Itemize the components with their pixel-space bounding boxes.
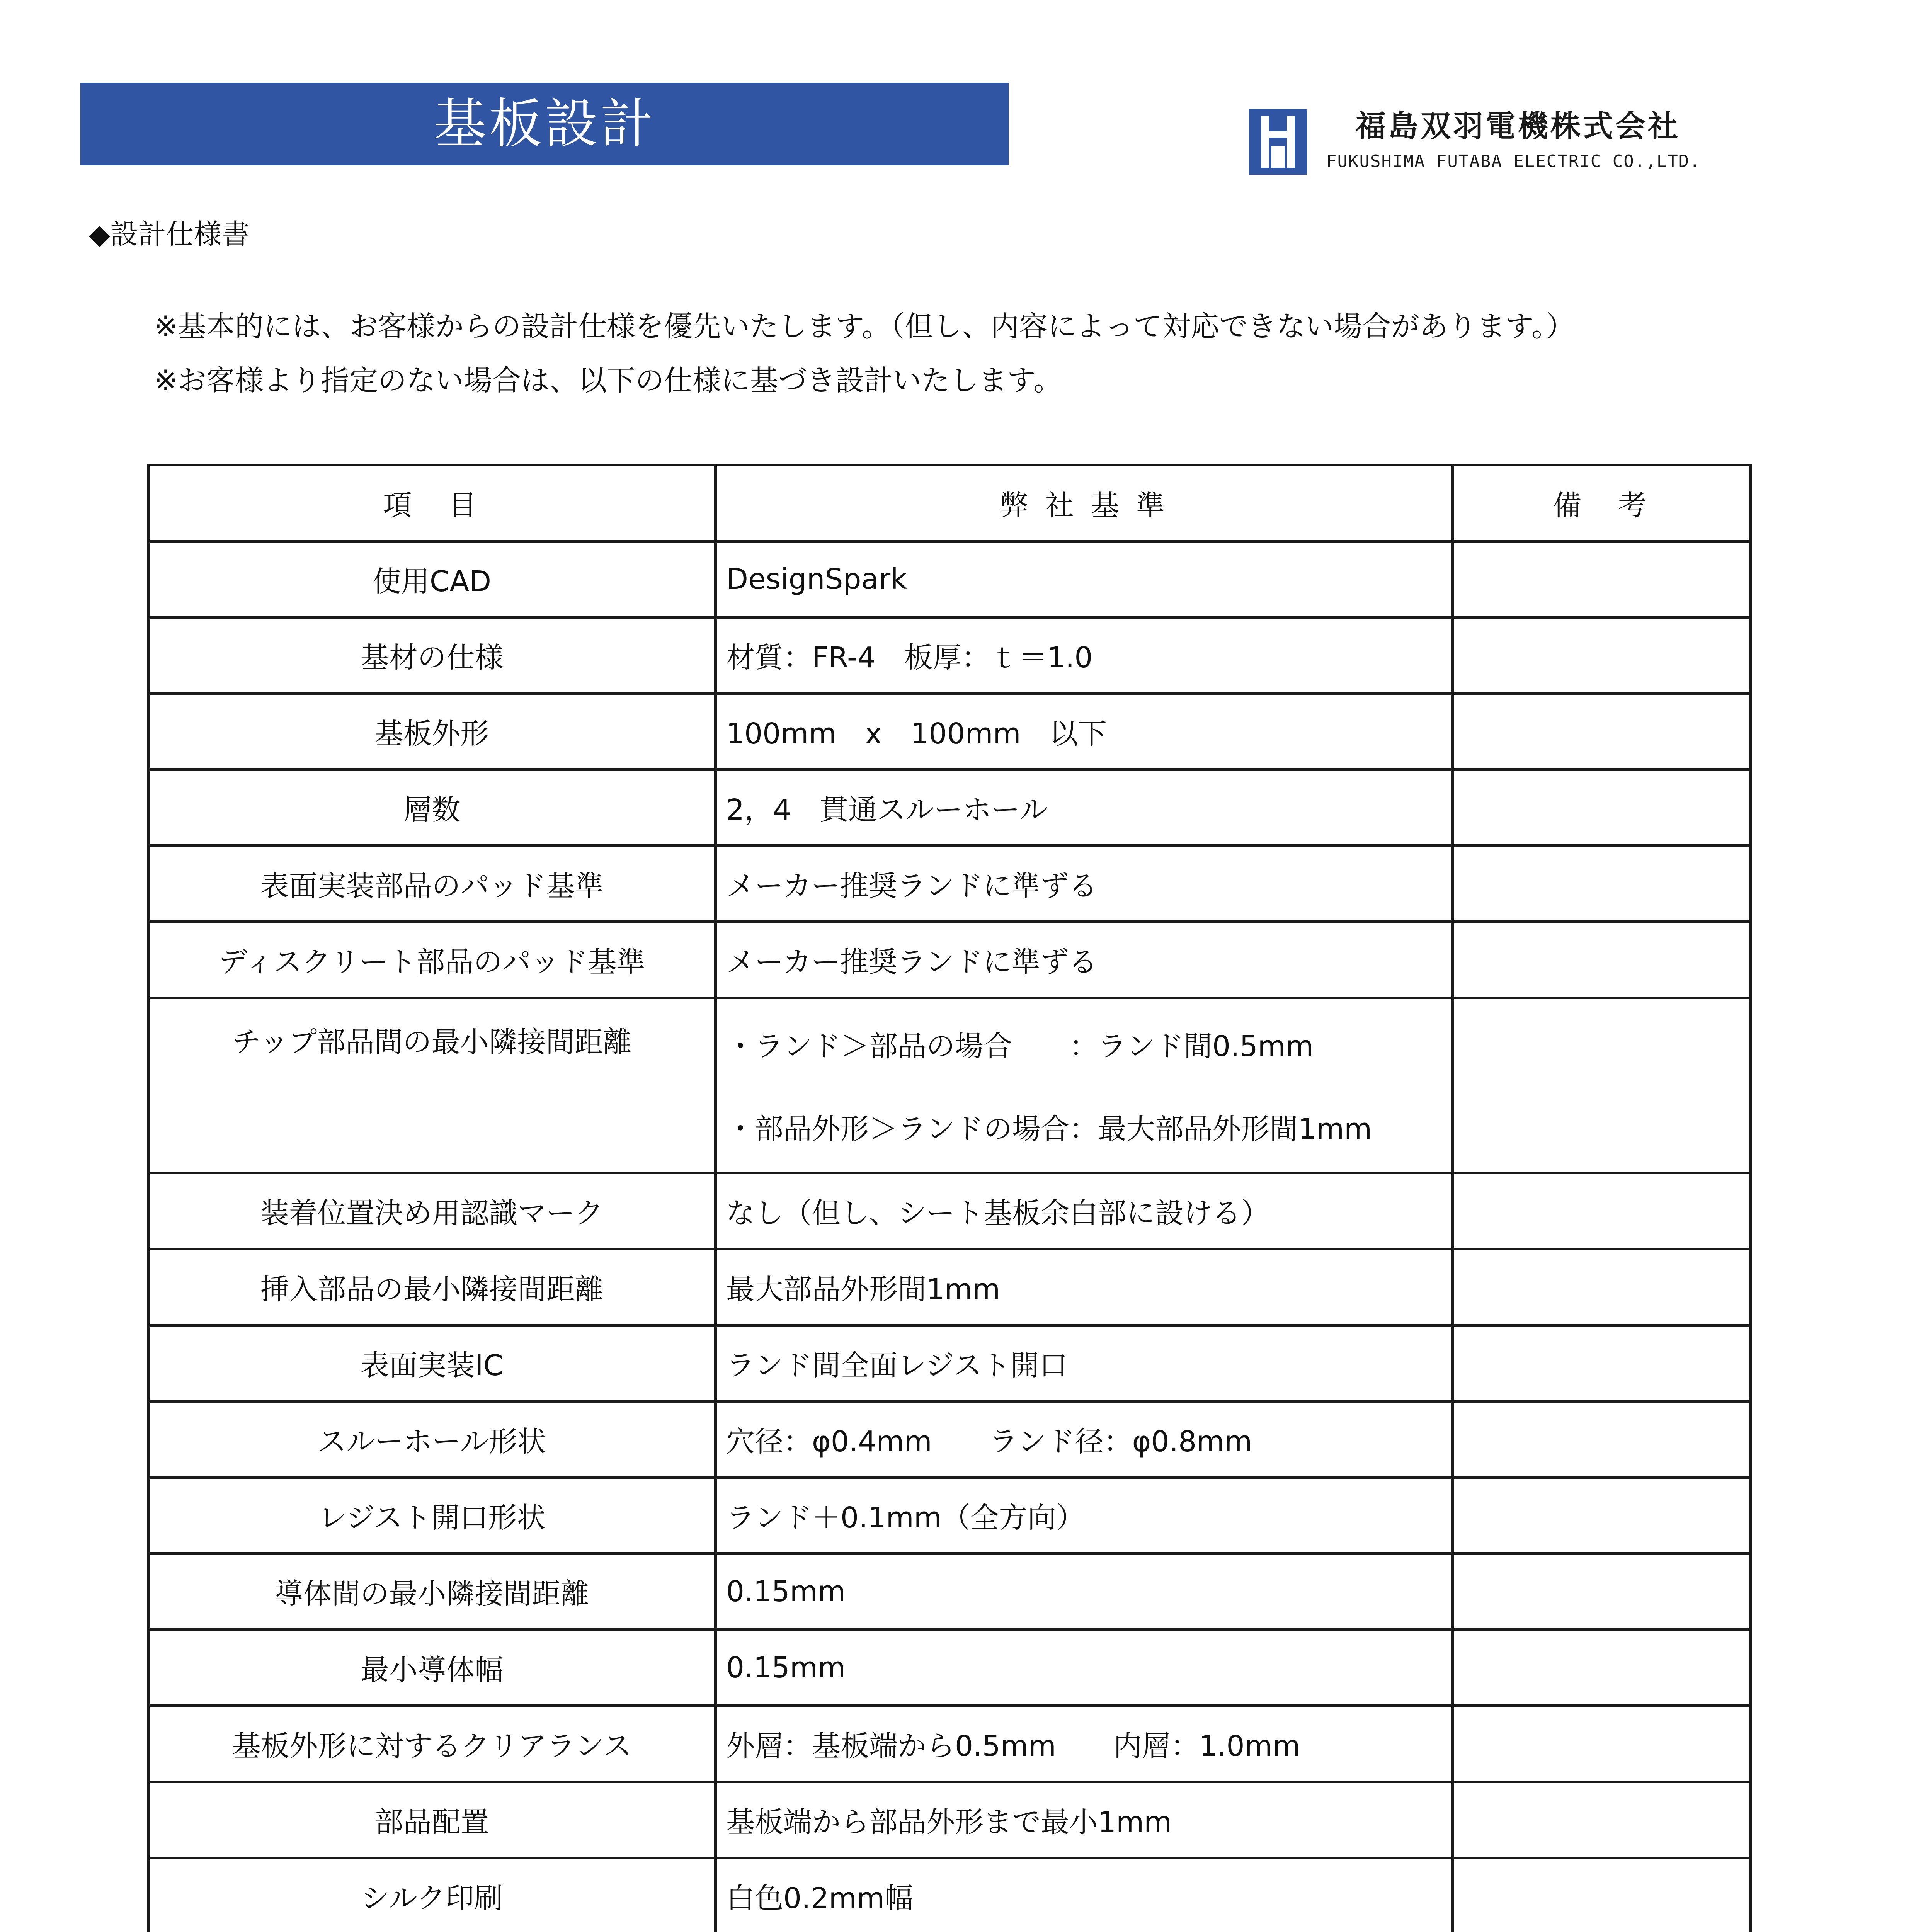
section-heading: ◆設計仕様書 (89, 218, 250, 250)
row-remarks (1453, 846, 1751, 922)
row-remarks (1453, 998, 1751, 1173)
row-remarks (1453, 1478, 1751, 1554)
row-remarks (1453, 1706, 1751, 1782)
row-remarks (1453, 1782, 1751, 1858)
row-remarks (1453, 694, 1751, 770)
table-row (148, 846, 1751, 922)
row-item: 挿入部品の最小隣接間距離 (148, 1249, 716, 1325)
row-item: 部品配置 (148, 1782, 716, 1858)
row-standard: 白色0.2mm幅 (716, 1858, 1453, 1932)
table-row (148, 1401, 1751, 1478)
note-default: ※お客様より指定のない場合は、以下の仕様に基づき設計いたします。 (154, 364, 1062, 397)
header-item: 項 目 (148, 465, 716, 541)
row-standard: 材質：FR-4 板厚：ｔ＝1.0 (716, 617, 1453, 694)
spec-table (147, 464, 1752, 1932)
table-row (148, 1782, 1751, 1858)
row-remarks (1453, 1325, 1751, 1401)
row-standard: ランド間全面レジスト開口 (716, 1325, 1453, 1401)
row-remarks (1453, 541, 1751, 617)
row-item: チップ部品間の最小隣接間距離 (148, 998, 716, 1173)
row-remarks (1453, 1858, 1751, 1932)
row-remarks (1453, 770, 1751, 846)
table-row (148, 998, 1751, 1173)
header-remarks: 備 考 (1453, 465, 1751, 541)
table-row (148, 1325, 1751, 1401)
table-row (148, 541, 1751, 617)
row-item: シルク印刷 (148, 1858, 716, 1932)
row-item: 最小導体幅 (148, 1630, 716, 1706)
row-standard (716, 998, 1453, 1173)
row-remarks (1453, 1249, 1751, 1325)
row-item: 表面実装IC (148, 1325, 716, 1401)
row-remarks (1453, 922, 1751, 998)
company-logo-icon (1249, 109, 1307, 175)
table-row (148, 617, 1751, 694)
table-row (148, 1554, 1751, 1630)
row-standard: 最大部品外形間1mm (716, 1249, 1453, 1325)
row-item: 基板外形 (148, 694, 716, 770)
row-standard: メーカー推奨ランドに準ずる (716, 846, 1453, 922)
row-standard: 0.15mm (716, 1630, 1453, 1706)
row-item: スルーホール形状 (148, 1401, 716, 1478)
row-item: 基材の仕様 (148, 617, 716, 694)
row-remarks (1453, 1630, 1751, 1706)
row-remarks (1453, 1554, 1751, 1630)
table-row (148, 1630, 1751, 1706)
row-standard: 基板端から部品外形まで最小1mm (716, 1782, 1453, 1858)
row-item: 基板外形に対するクリアランス (148, 1706, 716, 1782)
page-title: 基板設計 (80, 83, 1009, 165)
table-row (148, 1173, 1751, 1249)
row-item: 層数 (148, 770, 716, 846)
table-row (148, 694, 1751, 770)
row-standard: ランド＋0.1mm（全方向） (716, 1478, 1453, 1554)
company-name-jp: 福島双羽電機株式会社 (1356, 109, 1681, 144)
row-remarks (1453, 1401, 1751, 1478)
standard-line: ・部品外形＞ランドの場合：最大部品外形間1mm (726, 1112, 1372, 1146)
row-item: 装着位置決め用認識マーク (148, 1173, 716, 1249)
row-remarks (1453, 617, 1751, 694)
row-standard: なし（但し、シート基板余白部に設ける） (716, 1173, 1453, 1249)
row-item: 導体間の最小隣接間距離 (148, 1554, 716, 1630)
row-standard: 0.15mm (716, 1554, 1453, 1630)
company-name-en: FUKUSHIMA FUTABA ELECTRIC CO.,LTD. (1326, 151, 1701, 171)
row-item: 表面実装部品のパッド基準 (148, 846, 716, 922)
row-standard: 100mm x 100mm 以下 (716, 694, 1453, 770)
row-standard: 外層：基板端から0.5mm 内層：1.0mm (716, 1706, 1453, 1782)
row-item: ディスクリート部品のパッド基準 (148, 922, 716, 998)
standard-line: ・ランド＞部品の場合 ：ランド間0.5mm (726, 1030, 1314, 1063)
table-header-row (148, 465, 1751, 541)
row-standard: 2，4 貫通スルーホール (716, 770, 1453, 846)
table-row (148, 1706, 1751, 1782)
row-standard: DesignSpark (716, 541, 1453, 617)
header-standard: 弊 社 基 準 (716, 465, 1453, 541)
row-remarks (1453, 1173, 1751, 1249)
row-item: 使用CAD (148, 541, 716, 617)
row-item: レジスト開口形状 (148, 1478, 716, 1554)
row-standard: 穴径：φ0.4mm ランド径：φ0.8mm (716, 1401, 1453, 1478)
note-priority: ※基本的には、お客様からの設計仕様を優先いたします。（但し、内容によって対応できない場合があります。） (154, 310, 1575, 343)
table-row (148, 770, 1751, 846)
table-row (148, 922, 1751, 998)
table-row (148, 1858, 1751, 1932)
table-row (148, 1249, 1751, 1325)
table-row (148, 1478, 1751, 1554)
row-standard: メーカー推奨ランドに準ずる (716, 922, 1453, 998)
